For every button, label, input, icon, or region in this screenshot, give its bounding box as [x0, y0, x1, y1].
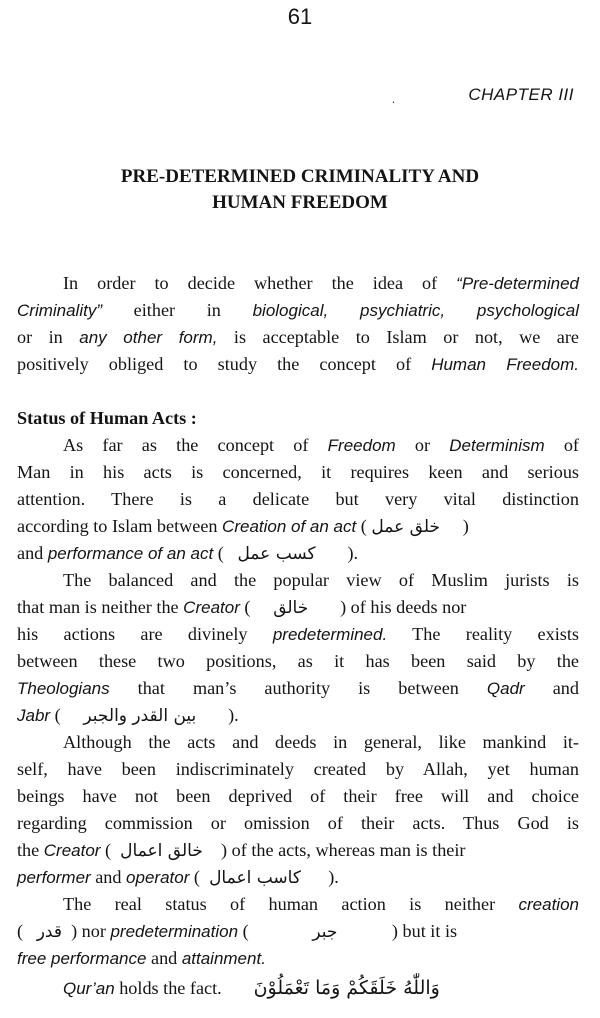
- arabic-kasib-amal: کاسب اعمال: [209, 868, 301, 888]
- arabic-khaliq: خالق: [273, 598, 309, 618]
- section-heading: Status of Human Acts :: [17, 408, 197, 428]
- p5-line-3: free performance and attainment.: [17, 948, 266, 968]
- arabic-bayn-qadr-jabr: بين القدر والجبر: [83, 706, 197, 726]
- p3-line-5: Theologians that man’s authority is between Qadr and: [17, 678, 579, 698]
- arabic-jabr: جبر: [312, 922, 338, 942]
- p3-line-3: his actions are divinely predetermined. The reality exists: [17, 624, 579, 644]
- chapter-title: [0, 164, 600, 216]
- p4-line-6: performer and operator ( کاسب اعمال ).: [17, 867, 339, 888]
- arabic-khaliq-amal: خالق اعمال: [120, 841, 203, 861]
- p1-line-1: In order to decide whether the idea of “Pre-determined: [63, 273, 579, 293]
- p4-line-1: Although the acts and deeds in general, like mankind it-: [63, 732, 579, 752]
- p3-line-2: that man is neither the Creator ( خالق ) of his deeds nor: [17, 597, 467, 618]
- p2-line-4: according to Islam between Creation of an act ( خلق عمل ): [17, 516, 469, 537]
- p4-line-5: the Creator ( خالق اعمال ) of the acts, whereas man is their: [17, 840, 466, 861]
- p2-line-3: attention. There is a delicate but very vital distinction: [17, 489, 579, 509]
- p5-line-1: The real status of human action is neither creation: [63, 894, 579, 914]
- p2-line-2: Man in his acts is concerned, it requires keen and serious: [17, 462, 579, 482]
- p2-line-5: and performance of an act ( کسب عمل ).: [17, 543, 359, 564]
- chapter-label: CHAPTER III: [468, 85, 574, 104]
- arabic-quran-verse: وَاللّٰهُ خَلَقَكُمْ وَمَا تَعْمَلُوْنَ: [253, 977, 440, 999]
- p1-line-3: or in any other form, is acceptable to Islam or not, we are: [17, 327, 579, 347]
- p1-line-2: Criminality” either in biological, psychiatric, psychological: [17, 300, 579, 320]
- p2-line-1: As far as the concept of Freedom or Determinism of: [63, 435, 579, 455]
- p4-line-2: self, have been indiscriminately created by Allah, yet human: [17, 759, 579, 779]
- p4-line-4: regarding commission or omission of their acts. Thus God is: [17, 813, 579, 833]
- p4-line-3: beings have not been deprived of their free will and choice: [17, 786, 579, 806]
- arabic-qadr: قدر: [36, 922, 62, 942]
- title-line-2: HUMAN FREEDOM: [212, 192, 388, 213]
- p3-line-4: between these two positions, as it has been said by the: [17, 651, 579, 671]
- p1-line-4: positively obliged to study the concept of Human Freedom.: [17, 354, 579, 374]
- arabic-khalq-amal: خلق عمل: [371, 517, 440, 537]
- stray-mark: .: [392, 92, 395, 106]
- title-line-1: PRE-DETERMINED CRIMINALITY AND: [120, 166, 480, 187]
- p5-line-2: ( قدر ) nor predetermination ( جبر ) but it is: [17, 921, 458, 942]
- p6-line-1: Qur’an holds the fact. وَاللّٰهُ خَلَقَكُمْ وَمَا تَعْمَلُوْنَ: [63, 977, 440, 999]
- page-number: 61: [287, 4, 313, 29]
- p3-line-6: Jabr ( بين القدر والجبر ).: [17, 705, 239, 726]
- arabic-kasb-amal: کسب عمل: [237, 544, 316, 564]
- p3-line-1: The balanced and the popular view of Muslim jurists is: [63, 570, 579, 590]
